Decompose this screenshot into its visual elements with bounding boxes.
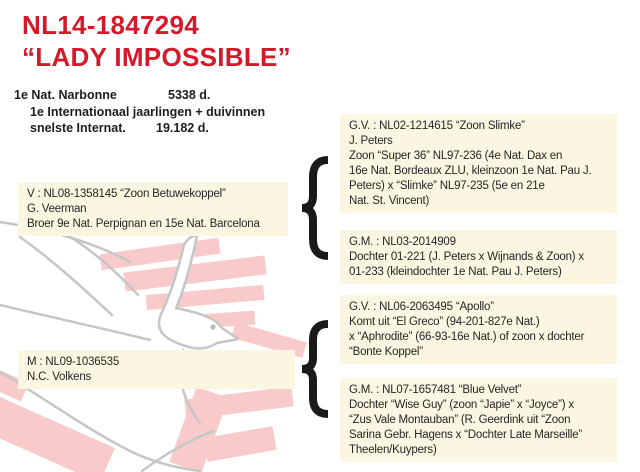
pedigree-line: G.V. : NL02-1214615 “Zoon Slimke” xyxy=(349,120,525,132)
pedigree-line: 01-233 (kleindochter 1e Nat. Pau J. Peters) xyxy=(349,266,562,278)
pedigree-brace-bottom xyxy=(296,320,332,418)
wing-lower-line xyxy=(0,305,150,340)
result-line xyxy=(30,120,265,137)
grandmother-maternal-box xyxy=(340,378,617,462)
performance-results xyxy=(14,87,265,137)
result-label: 1e Nat. Narbonne xyxy=(14,88,117,102)
result-line xyxy=(14,87,265,104)
pedigree-line: Sarina Gebr. Hagens x “Dochter Late Marseille” xyxy=(349,429,583,441)
pedigree-line: G.V. : NL06-2063495 “Apollo” xyxy=(349,301,494,313)
pedigree-line: “Zus Vale Montauban” (R. Geerdink uit “Zoon xyxy=(349,414,571,426)
pedigree-line: Peters) x “Slimke” NL97-235 (5e en 21e xyxy=(349,180,545,192)
page-title xyxy=(22,9,291,73)
pedigree-line: “Bonte Koppel” xyxy=(349,346,423,358)
wing-feather-line xyxy=(20,237,112,315)
result-value: 19.182 d. xyxy=(156,121,209,135)
pedigree-line: Nat. St. Vincent) xyxy=(349,195,430,207)
pedigree-line: G. Veerman xyxy=(27,203,87,215)
grandmother-paternal-box xyxy=(340,230,617,284)
ring-number-title: NL14-1847294 xyxy=(22,10,200,40)
result-value: 5338 d. xyxy=(168,88,211,102)
dove-eye xyxy=(210,324,215,329)
pedigree-line: G.M. : NL07-1657481 “Blue Velvet” xyxy=(349,384,522,396)
pedigree-line: M : NL09-1036535 xyxy=(27,356,120,368)
pedigree-line: Zoon “Super 36” NL97-236 (4e Nat. Dax en xyxy=(349,150,563,162)
mother-box xyxy=(18,350,295,389)
father-box xyxy=(18,182,288,236)
pedigree-line: x “Aphrodite” (66-93-16e Nat.) of zoon x dochter xyxy=(349,331,585,343)
grandfather-paternal-box xyxy=(340,114,617,213)
pedigree-line: Dochter 01-221 (J. Peters x Wijnands & Zoon) x xyxy=(349,251,584,263)
pigeon-name-title: “LADY IMPOSSIBLE” xyxy=(22,42,291,72)
pedigree-line: V : NL08-1358145 “Zoon Betuwekoppel” xyxy=(27,188,226,200)
pedigree-line: G.M. : NL03-2014909 xyxy=(349,236,456,248)
pedigree-brace-top xyxy=(296,156,332,260)
result-line: 1e Internationaal jaarlingen + duivinnen xyxy=(30,104,266,119)
pedigree-line: Theelen/Kuypers) xyxy=(349,444,437,456)
pedigree-line: Komt uit “El Greco” (94-201-827e Nat.) xyxy=(349,316,540,328)
grandfather-maternal-box xyxy=(340,295,617,364)
pedigree-line: Broer 9e Nat. Perpignan en 15e Nat. Barcelona xyxy=(27,218,260,230)
pedigree-line: J. Peters xyxy=(349,135,393,147)
result-label: snelste Internat. xyxy=(30,121,126,135)
pedigree-line: 16e Nat. Bordeaux ZLU, kleinzoon 1e Nat. Pau J. xyxy=(349,165,592,177)
pedigree-line: Dochter “Wise Guy” (zoon “Japie” x “Joyce”) x xyxy=(349,399,574,411)
pedigree-line: N.C. Volkens xyxy=(27,371,92,383)
